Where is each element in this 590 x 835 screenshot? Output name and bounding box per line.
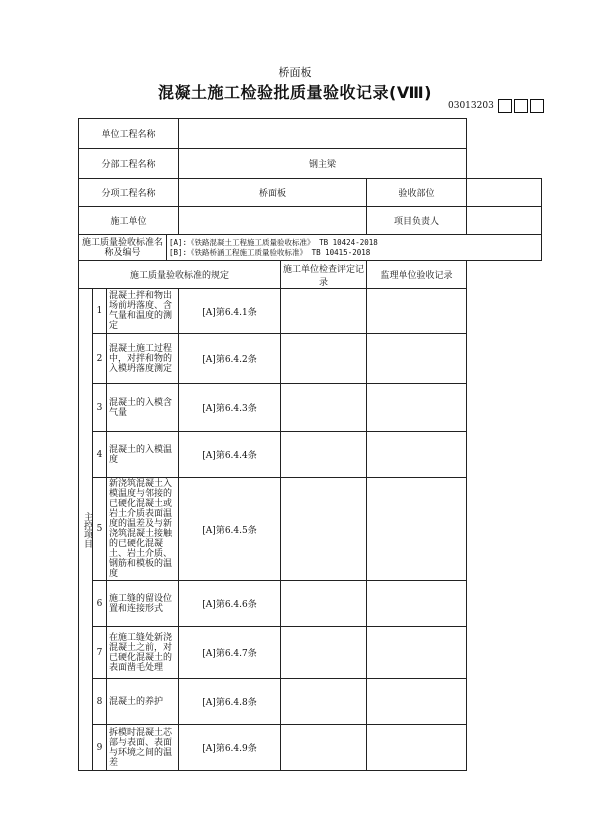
- division-label: 分部工程名称: [79, 149, 179, 179]
- form-subtitle: 桥面板: [278, 66, 312, 79]
- item-desc: 施工缝的留设位置和连接形式: [107, 581, 179, 627]
- item-no: 6: [93, 581, 107, 627]
- construction-unit-value[interactable]: [179, 207, 367, 235]
- item-clause: [A]第6.4.8条: [179, 679, 281, 725]
- item-desc: 混凝土施工过程中，对拌和物的入模坍落度测定: [107, 334, 179, 384]
- item-supervision-record[interactable]: [367, 478, 467, 581]
- table-row: [79, 627, 542, 679]
- table-row: [79, 581, 542, 627]
- item-desc: 混凝土的养护: [107, 679, 179, 725]
- item-check-record[interactable]: [281, 384, 367, 432]
- table-row: [79, 384, 542, 432]
- division-value[interactable]: 钢主梁: [179, 149, 467, 179]
- item-no: 7: [93, 627, 107, 679]
- item-clause: [A]第6.4.3条: [179, 384, 281, 432]
- item-check-record[interactable]: [281, 478, 367, 581]
- subdivision-label: 分项工程名称: [79, 179, 179, 207]
- item-check-record[interactable]: [281, 725, 367, 771]
- inspection-table: [78, 118, 542, 771]
- project-manager-label: 项目负责人: [367, 207, 467, 235]
- main-control-label: 主控项目: [82, 511, 92, 548]
- item-desc: 混凝土的入模温度: [107, 432, 179, 478]
- item-clause: [A]第6.4.7条: [179, 627, 281, 679]
- standard-names: [167, 235, 542, 261]
- standard-b: [B]:《铁路桥涵工程施工质量验收标准》 TB 10415-2018: [169, 247, 371, 257]
- table-row: [79, 432, 542, 478]
- table-row: [79, 679, 542, 725]
- item-check-record[interactable]: [281, 679, 367, 725]
- item-check-record[interactable]: [281, 581, 367, 627]
- item-check-record[interactable]: [281, 432, 367, 478]
- item-desc: 混凝土拌和物出场前坍落度、含气量和温度的测定: [107, 289, 179, 334]
- item-no: 1: [93, 289, 107, 334]
- item-clause: [A]第6.4.2条: [179, 334, 281, 384]
- item-supervision-record[interactable]: [367, 432, 467, 478]
- item-supervision-record[interactable]: [367, 581, 467, 627]
- code-box[interactable]: [498, 99, 512, 113]
- item-supervision-record[interactable]: [367, 289, 467, 334]
- form-code-boxes: [498, 99, 546, 113]
- unit-project-label: 单位工程名称: [79, 119, 179, 149]
- item-check-record[interactable]: [281, 627, 367, 679]
- col-header-check: 施工单位检查评定记录: [281, 261, 367, 289]
- item-clause: [A]第6.4.6条: [179, 581, 281, 627]
- unit-project-value[interactable]: [179, 119, 467, 149]
- standard-a: [A]:《铁路混凝土工程施工质量验收标准》 TB 10424-2018: [169, 237, 378, 247]
- item-no: 8: [93, 679, 107, 725]
- item-no: 9: [93, 725, 107, 771]
- item-desc: 新浇筑混凝土入模温度与邻接的已硬化混凝土或岩土介质表面温度的温差及与新浇筑混凝土接触的已硬化混凝土、岩土介质、钢筋和模板的温度: [107, 478, 179, 581]
- item-no: 2: [93, 334, 107, 384]
- item-desc: 拆模时混凝土芯部与表面、表面与环境之间的温差: [107, 725, 179, 771]
- item-supervision-record[interactable]: [367, 627, 467, 679]
- code-box[interactable]: [514, 99, 528, 113]
- item-clause: [A]第6.4.5条: [179, 478, 281, 581]
- form-code-number: 03013203: [448, 101, 494, 111]
- table-row: [79, 478, 542, 581]
- standard-label: 施工质量验收标准名称及编号: [79, 235, 167, 261]
- item-clause: [A]第6.4.4条: [179, 432, 281, 478]
- col-header-spec: 施工质量验收标准的规定: [79, 261, 281, 289]
- table-row: [79, 725, 542, 771]
- item-supervision-record[interactable]: [367, 725, 467, 771]
- item-supervision-record[interactable]: [367, 384, 467, 432]
- item-clause: [A]第6.4.1条: [179, 289, 281, 334]
- construction-unit-label: 施工单位: [79, 207, 179, 235]
- item-supervision-record[interactable]: [367, 679, 467, 725]
- acceptance-part-value[interactable]: [467, 179, 542, 207]
- acceptance-part-label: 验收部位: [367, 179, 467, 207]
- item-no: 5: [93, 478, 107, 581]
- item-clause: [A]第6.4.9条: [179, 725, 281, 771]
- col-header-supervision: 监理单位验收记录: [367, 261, 467, 289]
- main-control-cell: [79, 289, 93, 771]
- form-code: [448, 101, 494, 111]
- code-box[interactable]: [530, 99, 544, 113]
- item-no: 3: [93, 384, 107, 432]
- subdivision-value[interactable]: 桥面板: [179, 179, 367, 207]
- item-check-record[interactable]: [281, 334, 367, 384]
- item-desc: 在施工缝处新浇混凝土之前，对已硬化混凝土的表面凿毛处理: [107, 627, 179, 679]
- table-row: [79, 289, 542, 334]
- project-manager-value[interactable]: [467, 207, 542, 235]
- item-supervision-record[interactable]: [367, 334, 467, 384]
- table-row: [79, 334, 542, 384]
- item-no: 4: [93, 432, 107, 478]
- item-check-record[interactable]: [281, 289, 367, 334]
- item-desc: 混凝土的入模含气量: [107, 384, 179, 432]
- form-title: 混凝土施工检验批质量验收记录(Ⅷ): [158, 83, 432, 102]
